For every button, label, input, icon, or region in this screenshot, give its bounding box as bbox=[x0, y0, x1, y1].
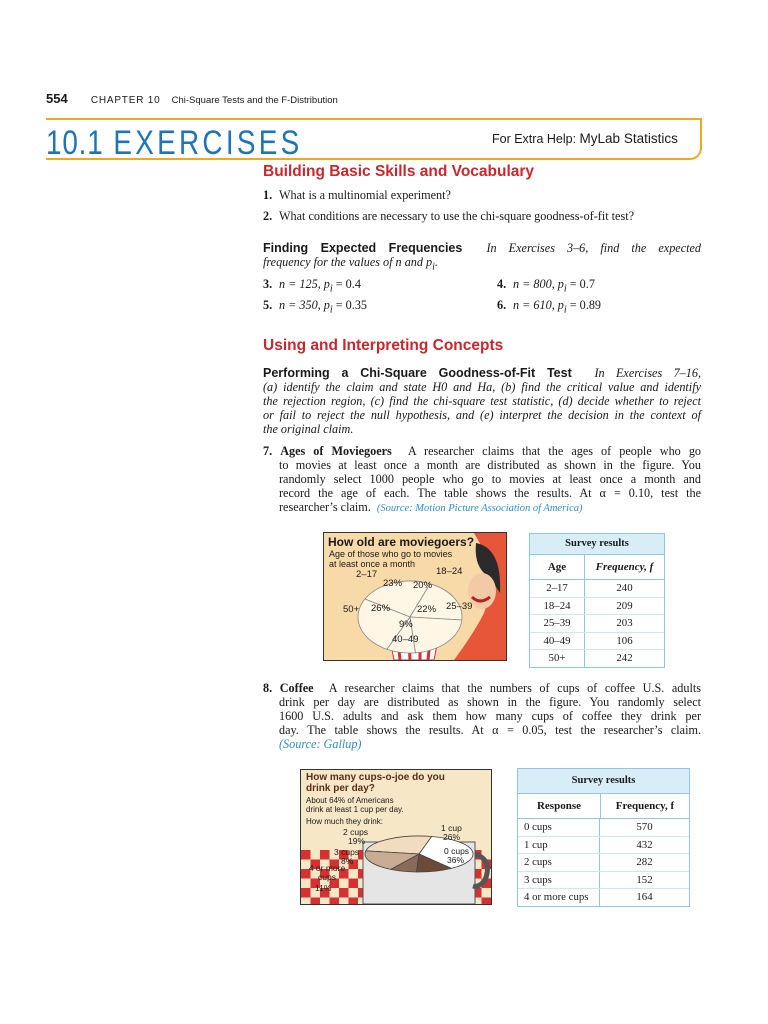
section-heading-basic-skills: Building Basic Skills and Vocabulary bbox=[263, 163, 535, 180]
slice-label: 3 cups bbox=[334, 847, 360, 857]
ex8-survey-table bbox=[517, 768, 690, 907]
exercise-4 bbox=[497, 277, 595, 294]
table-cell-label: 50+ bbox=[530, 650, 585, 667]
exercise-tail: = 0.7 bbox=[566, 277, 595, 291]
table-cell-label: 2 cups bbox=[518, 854, 600, 871]
table-cell-label: 1 cup bbox=[518, 837, 600, 854]
table-body bbox=[518, 819, 689, 906]
table-cell-frequency: 240 bbox=[616, 582, 633, 594]
performing-test-instructions bbox=[263, 366, 701, 436]
exercise-tail: = 0.4 bbox=[332, 277, 361, 291]
perf-line: (a) identify the claim and state H0 and Ha, (b) find the critical value and identify bbox=[263, 380, 701, 394]
exercise-6 bbox=[497, 298, 601, 315]
chapter-label: CHAPTER 10 bbox=[90, 95, 161, 106]
table-cell-frequency: 164 bbox=[636, 891, 653, 904]
perf-line: the original claim. bbox=[263, 422, 354, 436]
extra-help-prefix: For Extra Help: bbox=[492, 132, 577, 146]
coffee-figure bbox=[300, 769, 492, 905]
exercises-section-number: 10.1 bbox=[46, 124, 104, 162]
slice-label: 0 cups bbox=[444, 846, 470, 856]
exercise-text: What is a multinomial experiment? bbox=[279, 188, 451, 202]
slice-label: 18–24 bbox=[436, 566, 463, 577]
slice-label: 2 cups bbox=[343, 827, 369, 837]
table-cell-frequency: 203 bbox=[616, 617, 633, 630]
expected-frequencies-instructions: Finding Expected Frequencies In Exercises 3–6, find the expected frequency for the values of n and $p_i$. bbox=[263, 241, 701, 273]
table-caption: Survey results bbox=[530, 534, 664, 555]
chapter-title: Chi-Square Tests and the F-Distribution bbox=[171, 95, 338, 106]
table-cell-label: 25–39 bbox=[530, 615, 585, 632]
exercise-7 bbox=[263, 444, 701, 516]
tablecloth-check bbox=[301, 850, 311, 860]
slice-label: 50+ bbox=[343, 604, 360, 615]
exercise-sub: i bbox=[563, 283, 567, 295]
table-row bbox=[518, 819, 689, 837]
table-caption: Survey results bbox=[518, 769, 689, 794]
tablecloth-check bbox=[330, 898, 340, 905]
running-head bbox=[46, 91, 338, 107]
figure-title: How old are moviegoers? bbox=[328, 535, 475, 549]
exercise-number: 8. bbox=[263, 681, 273, 695]
exercise-number: 7. bbox=[263, 444, 273, 458]
tablecloth-check bbox=[349, 898, 359, 905]
exercise-number: 1. bbox=[263, 188, 273, 202]
exercise-number: 2. bbox=[263, 209, 273, 223]
slice-pct: 8% bbox=[341, 856, 354, 866]
source-citation: (Source: Motion Picture Association of America) bbox=[376, 503, 583, 514]
table-cell-frequency: 242 bbox=[616, 652, 633, 665]
table-row bbox=[530, 598, 664, 616]
source-citation: (Source: Gallup) bbox=[279, 737, 362, 751]
figure-title-1: How many cups-o-joe do you bbox=[306, 772, 445, 783]
performing-test-head: Performing a Chi-Square Goodness-of-Fit Test bbox=[263, 366, 572, 380]
ex7-survey-table bbox=[529, 533, 665, 668]
slice-pct: 26% bbox=[443, 832, 461, 842]
exercise-tail: = 0.35 bbox=[332, 298, 368, 312]
exercise-head: Ages of Moviegoers bbox=[280, 444, 392, 458]
extra-help bbox=[492, 131, 678, 146]
table-row bbox=[530, 615, 664, 633]
exercise-line: randomly select 1000 people who go to movies at least once a month and bbox=[279, 472, 701, 486]
slice-label: 40–49 bbox=[392, 634, 419, 645]
table-header-response: Response bbox=[518, 794, 601, 818]
slice-pct: 9% bbox=[399, 619, 413, 630]
table-cell-frequency: 152 bbox=[636, 873, 653, 886]
exercise-line: drink per day are distributed as shown in the figure. You randomly select bbox=[279, 695, 701, 709]
exercise-line: A researcher claims that the numbers of cups of coffee U.S. adults bbox=[328, 681, 702, 695]
page-number: 554 bbox=[46, 91, 68, 106]
exercise-5 bbox=[263, 298, 367, 315]
exercise-head: Coffee bbox=[279, 681, 314, 695]
perf-line: the rejection region, (c) find the chi-square test statistic, (d) decide whether to reject bbox=[263, 394, 701, 408]
mylab-link[interactable]: MyLab Statistics bbox=[579, 131, 678, 146]
figure-subtitle-1: Age of those who go to movies bbox=[329, 549, 453, 559]
table-cell-label: 3 cups bbox=[518, 872, 600, 889]
table-row bbox=[518, 872, 689, 890]
slice-pct: 20% bbox=[413, 580, 433, 591]
table-row bbox=[530, 580, 664, 598]
slice-pct: 11% bbox=[315, 883, 332, 893]
table-cell-frequency: 209 bbox=[616, 599, 633, 612]
table-cell-label: 2–17 bbox=[530, 580, 585, 597]
exercise-text: n = 350, p bbox=[279, 298, 330, 312]
exercise-sub: i bbox=[329, 283, 333, 295]
table-cell-frequency: 570 bbox=[636, 821, 653, 833]
slice-pct: 26% bbox=[371, 603, 391, 614]
table-header-age: Age bbox=[530, 555, 585, 579]
exercise-8 bbox=[263, 681, 701, 751]
tablecloth-check bbox=[482, 898, 492, 905]
table-row bbox=[518, 889, 689, 906]
exercise-number: 6. bbox=[497, 298, 507, 312]
slice-pct: 23% bbox=[383, 578, 403, 589]
exercise-line: A researcher claims that the ages of people who go bbox=[407, 444, 702, 458]
slice-label: 4 or more cups bbox=[308, 863, 346, 882]
tablecloth-check bbox=[311, 898, 321, 905]
expected-text-sub: i bbox=[432, 261, 435, 273]
figure-subtitle-2: at least once a month bbox=[329, 559, 416, 569]
exercise-text: n = 800, p bbox=[513, 277, 564, 291]
table-cell-label: 18–24 bbox=[530, 598, 585, 615]
section-heading-interpreting: Using and Interpreting Concepts bbox=[263, 337, 504, 354]
tablecloth-check bbox=[320, 850, 330, 860]
expected-frequencies-head: Finding Expected Frequencies bbox=[263, 241, 463, 255]
slice-pct: 19% bbox=[348, 836, 366, 846]
table-header-row bbox=[518, 794, 689, 819]
slice-pct: 36% bbox=[447, 855, 465, 865]
figure-sub-2: drink at least 1 cup per day. bbox=[306, 805, 404, 814]
table-cell-frequency: 432 bbox=[636, 838, 653, 851]
exercise-1 bbox=[263, 188, 451, 203]
figure-sub-1: About 64% of Americans bbox=[306, 796, 394, 805]
slice-label: 1 cup bbox=[441, 823, 462, 833]
table-header-frequency: Frequency, f bbox=[615, 800, 675, 812]
perf-line: or fail to reject the null hypothesis, and (e) interpret the decision in the context of bbox=[263, 408, 701, 422]
moviegoers-figure bbox=[323, 532, 507, 661]
exercise-line: researcher’s claim. bbox=[279, 500, 371, 514]
table-row bbox=[518, 837, 689, 855]
exercise-number: 3. bbox=[263, 277, 273, 291]
exercise-tail: = 0.89 bbox=[566, 298, 602, 312]
exercise-line: record the age of each. The table shows the results. At α = 0.10, test the bbox=[279, 486, 701, 500]
exercise-text: What conditions are necessary to use the chi-square goodness-of-fit test? bbox=[279, 209, 635, 223]
slice-label: 2–17 bbox=[356, 569, 378, 580]
table-cell-label: 0 cups bbox=[518, 819, 600, 836]
exercise-3 bbox=[263, 277, 361, 294]
table-row bbox=[530, 650, 664, 667]
perf-line: In Exercises 7–16, bbox=[594, 366, 701, 380]
table-row bbox=[530, 633, 664, 651]
table-cell-frequency: 106 bbox=[616, 634, 633, 647]
exercise-line: 1600 U.S. adults and ask them how many cups of coffee they drink per bbox=[279, 709, 701, 723]
table-header-row bbox=[530, 555, 664, 580]
figure-sub-3: How much they drink: bbox=[306, 817, 383, 826]
exercise-text: n = 125, p bbox=[279, 277, 330, 291]
exercise-line: to movies at least once a month are distributed as shown in the figure. You bbox=[279, 458, 701, 472]
exercise-sub: i bbox=[563, 304, 567, 316]
exercise-sub: i bbox=[329, 304, 333, 316]
expected-text-2: frequency for the values of n and p bbox=[263, 255, 433, 269]
exercise-number: 5. bbox=[263, 298, 273, 312]
expected-text-1: In Exercises 3–6, find the expected bbox=[486, 241, 701, 255]
figure-title-2: drink per day? bbox=[306, 783, 375, 794]
exercises-title bbox=[46, 124, 303, 163]
slice-pct: 22% bbox=[417, 604, 437, 615]
exercise-number: 4. bbox=[497, 277, 507, 291]
table-cell-label: 40–49 bbox=[530, 633, 585, 650]
exercise-line: day. The table shows the results. At α = 0.05, test the researcher’s claim. bbox=[279, 723, 701, 737]
exercise-2 bbox=[263, 209, 634, 224]
table-body bbox=[530, 580, 664, 667]
tablecloth-check bbox=[339, 888, 349, 898]
table-header-frequency: Frequency, f bbox=[595, 561, 654, 573]
table-row bbox=[518, 854, 689, 872]
table-cell-frequency: 282 bbox=[636, 856, 653, 869]
exercise-text: n = 610, p bbox=[513, 298, 564, 312]
slice-label: 25–39 bbox=[446, 601, 473, 612]
tablecloth-check bbox=[301, 888, 311, 898]
exercises-word: EXERCISES bbox=[113, 124, 303, 162]
table-cell-label: 4 or more cups bbox=[518, 889, 600, 906]
